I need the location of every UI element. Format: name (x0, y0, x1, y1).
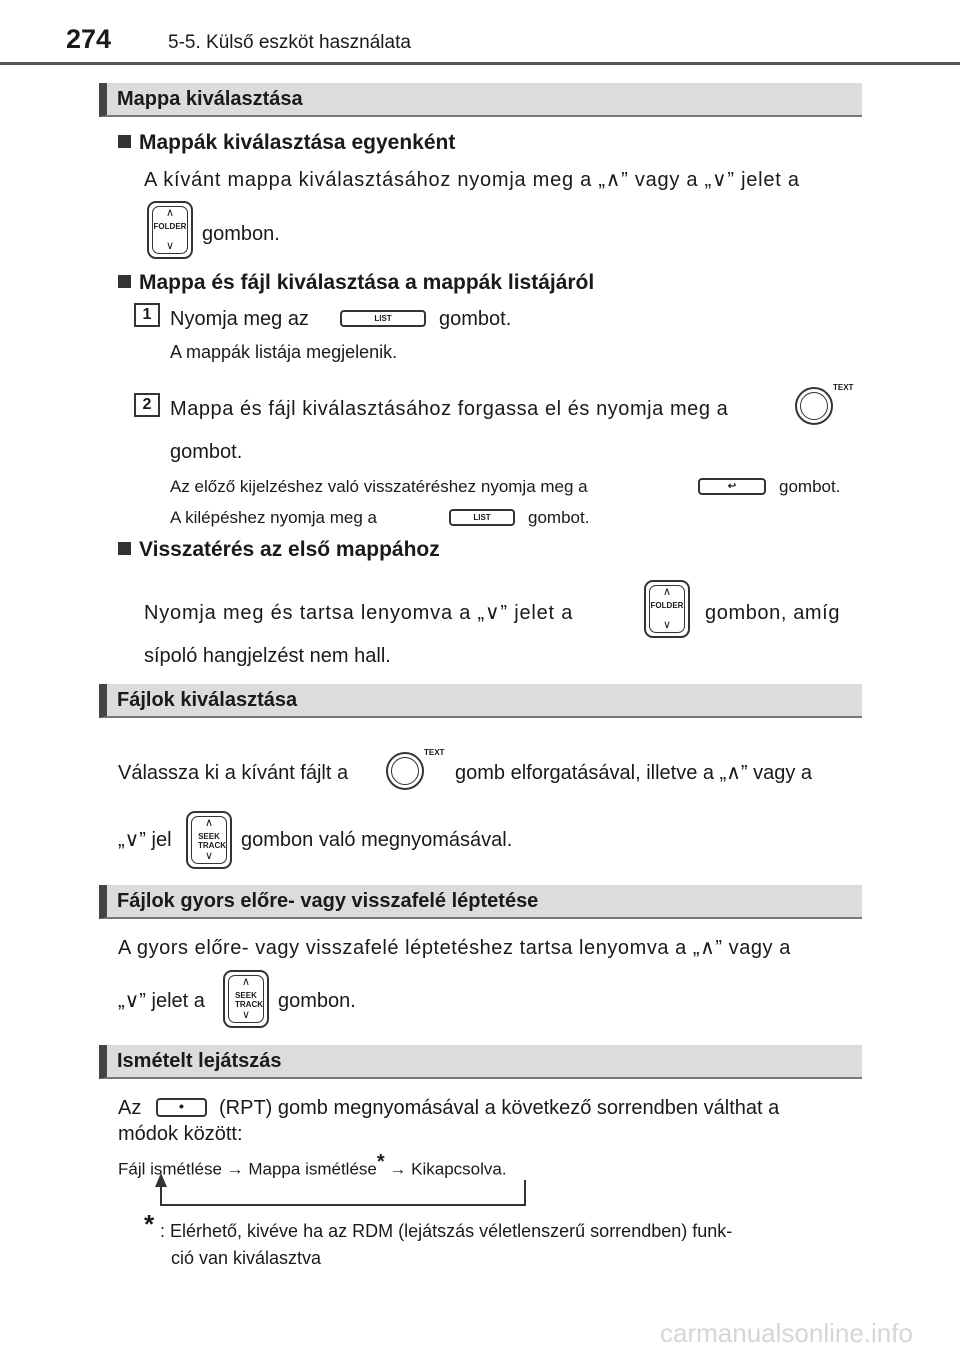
bullet-square-icon (118, 275, 131, 288)
paragraph-text: gombon. (278, 990, 356, 1012)
paragraph-text: sípoló hangjelzést nem hall. (144, 645, 391, 667)
footnote-text: : Elérhető, kivéve ha az RDM (lejátszás véletlenszerű sorrendben) funk- (160, 1221, 733, 1241)
step-text: Nyomja meg az (170, 308, 309, 330)
subheading-return-first-folder (118, 538, 440, 562)
paragraph-text: gombon. (202, 223, 280, 245)
step-note: A kilépéshez nyomja meg a (170, 508, 377, 527)
section-header-folder-select (99, 83, 862, 117)
list-button-icon: LIST (340, 310, 426, 327)
tune-knob-icon (386, 752, 424, 790)
section-header-repeat (99, 1045, 862, 1079)
header-rule (0, 62, 960, 65)
subheading-folder-list (118, 271, 594, 295)
paragraph-text: A gyors előre- vagy visszafelé léptetéshez tartsa lenyomva a „∧” vagy a (118, 937, 791, 959)
step-note: A mappák listája megjelenik. (170, 342, 398, 362)
step-number-1: 1 (134, 303, 160, 327)
section-title: Fájlok kiválasztása (117, 689, 298, 711)
section-title: Ismételt lejátszás (117, 1050, 282, 1072)
paragraph-text: „∨” jelet a (118, 990, 205, 1012)
step-note: Az előző kijelzéshez való visszatéréshez nyomja meg a (170, 477, 588, 496)
step-note: gombot. (779, 477, 841, 496)
tune-knob-icon (795, 387, 833, 425)
step-note: gombot. (528, 508, 590, 527)
footnote-text: ció van kiválasztva (171, 1248, 322, 1268)
page-number: 274 (66, 24, 112, 54)
section-header-file-select (99, 684, 862, 718)
list-button-icon: LIST (449, 509, 515, 526)
subheading-text: Visszatérés az első mappához (139, 538, 440, 561)
knob-text-label: TEXT (833, 383, 854, 392)
footnote-star: * (144, 1209, 155, 1239)
section-header-fast-forward (99, 885, 862, 919)
arrow-up-icon (155, 1173, 167, 1187)
step-text: Mappa és fájl kiválasztásához forgassa el és nyomja meg a (170, 398, 729, 420)
back-button-icon: ↩ (698, 478, 766, 495)
cycle-line-bottom (160, 1204, 526, 1206)
paragraph-text: gombon való megnyomásával. (241, 829, 513, 851)
seek-track-button-icon: ∧ SEEK TRACK ∨ (186, 811, 232, 869)
section-title: Mappa kiválasztása (117, 88, 303, 110)
chapter-title: 5-5. Külső eszköt használata (168, 32, 411, 53)
subheading-folder-one-by-one (118, 131, 455, 155)
paragraph-text: Nyomja meg és tartsa lenyomva a „∨” jelet a (144, 602, 574, 624)
paragraph-text: gomb elforgatásával, illetve a „∧” vagy a (455, 762, 813, 784)
watermark: carmanualsonline.info (660, 1318, 913, 1348)
step-text: gombot. (170, 441, 243, 463)
section-title: Fájlok gyors előre- vagy visszafelé léptetése (117, 890, 539, 912)
bullet-square-icon (118, 135, 131, 148)
paragraph-text: A kívánt mappa kiválasztásához nyomja meg a „∧” vagy a „∨” jelet a (144, 169, 800, 191)
cycle-line-right (524, 1180, 526, 1206)
repeat-sequence: Fájl ismétlése → Mappa ismétlése* → Kikapcsolva. (118, 1151, 507, 1179)
paragraph-text: Az (118, 1097, 142, 1119)
rpt-button-icon: • (156, 1098, 207, 1117)
paragraph-text: Válassza ki a kívánt fájlt a (118, 762, 349, 784)
seek-track-button-icon: ∧ SEEK TRACK ∨ (223, 970, 269, 1028)
paragraph-text: gombon, amíg (705, 602, 841, 624)
folder-button-icon: ∧ FOLDER ∨ (644, 580, 690, 638)
step-text: gombot. (439, 308, 512, 330)
cycle-line-left (160, 1186, 162, 1206)
knob-text-label: TEXT (424, 748, 445, 757)
bullet-square-icon (118, 542, 131, 555)
paragraph-text: módok között: (118, 1123, 243, 1145)
paragraph-text: (RPT) gomb megnyomásával a következő sorrendben válthat a (219, 1097, 780, 1119)
subheading-text: Mappa és fájl kiválasztása a mappák listájáról (139, 271, 595, 294)
folder-button-icon: ∧ FOLDER ∨ (147, 201, 193, 259)
step-number-2: 2 (134, 393, 160, 417)
paragraph-text: „∨” jel (118, 829, 172, 851)
subheading-text: Mappák kiválasztása egyenként (139, 131, 456, 154)
